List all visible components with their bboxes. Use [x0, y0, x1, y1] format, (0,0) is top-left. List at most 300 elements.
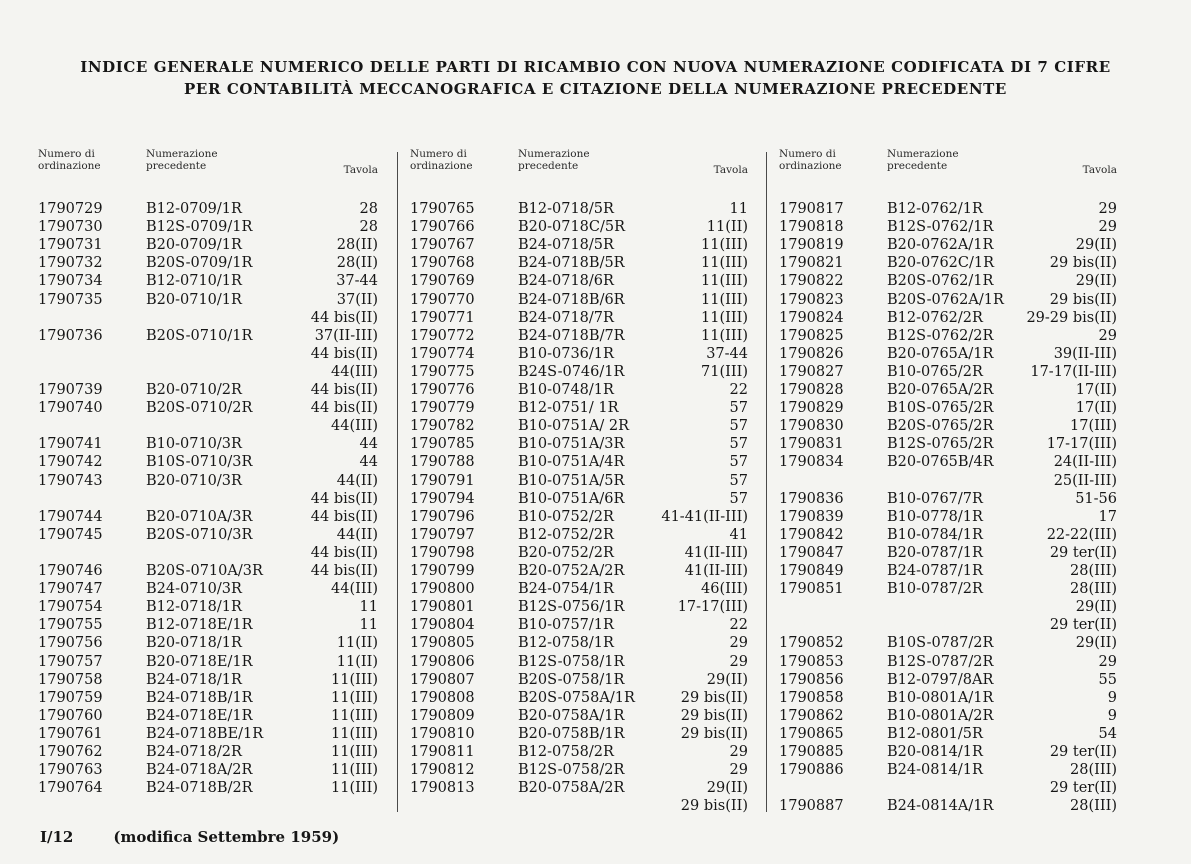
previous-number: B24-0814A/1R [887, 798, 994, 815]
tavola-ref: 17 [1098, 508, 1117, 525]
previous-number: B12-0752/2R [518, 526, 614, 543]
previous-number: B10S-0787/2R [887, 635, 994, 652]
tavola-ref: 29 [729, 762, 748, 779]
page-footer [40, 828, 339, 846]
previous-number: B10-0801A/1R [887, 689, 994, 706]
tavola-ref: 17(II) [1075, 382, 1117, 398]
tavola-ref: 29 [729, 635, 748, 652]
order-number: 1790818 [779, 219, 844, 236]
order-number: 1790853 [779, 653, 844, 670]
previous-number: B10-0751A/4R [518, 454, 625, 471]
table-row [779, 689, 1117, 707]
tavola-ref: 11(III) [701, 309, 748, 326]
tavola-ref: 29 [729, 744, 748, 760]
tavola-ref: 11(III) [331, 762, 378, 779]
table-row [38, 218, 378, 236]
tavola-ref: 57 [729, 454, 748, 471]
order-number: 1790731 [38, 237, 103, 254]
table-row [779, 399, 1117, 417]
order-number: 1790856 [779, 671, 844, 688]
previous-number: B20S-0758/1R [518, 671, 625, 688]
tavola-ref: 29(II) [1075, 237, 1117, 254]
table-row [779, 435, 1117, 453]
tavola-ref: 44(III) [331, 581, 378, 598]
table-row [410, 490, 748, 508]
table-row [38, 399, 378, 417]
order-number: 1790739 [38, 382, 103, 398]
tavola-ref: 41 [729, 526, 748, 543]
table-row [38, 689, 378, 707]
tavola-ref: 22 [729, 382, 748, 398]
table-row [410, 218, 748, 236]
previous-number: B20S-0765/2R [887, 418, 994, 435]
tavola-ref: 29 ter(II) [1049, 780, 1117, 797]
table-row [38, 291, 378, 309]
order-number: 1790740 [38, 400, 103, 417]
tavola-ref: 11 [359, 617, 378, 634]
previous-number: B24-0718/6R [518, 273, 614, 290]
table-row [410, 327, 748, 345]
table-row [410, 634, 748, 652]
previous-number: B12-0801/5R [887, 725, 983, 742]
previous-number: B24-0754/1R [518, 581, 614, 598]
tavola-ref: 39(II-III) [1053, 345, 1117, 362]
previous-number: B12-0718/5R [518, 201, 614, 217]
previous-number: B24-0787/1R [887, 563, 983, 579]
order-number: 1790756 [38, 635, 103, 652]
table-row [410, 544, 748, 562]
previous-number: B24-0718/1R [146, 671, 242, 688]
table-row [38, 272, 378, 290]
table-row [410, 689, 748, 707]
previous-number: B10-0778/1R [887, 508, 983, 525]
order-number: 1790819 [779, 237, 844, 254]
tavola-ref: 44 bis(II) [310, 563, 378, 579]
table-row [779, 526, 1117, 544]
previous-number: B24-0718B/5R [518, 255, 625, 272]
previous-number: B20-0710A/3R [146, 508, 253, 525]
previous-number: B20S-0762/1R [887, 273, 994, 290]
order-number: 1790760 [38, 707, 103, 724]
table-row [779, 453, 1117, 471]
previous-number: B20-0718C/5R [518, 219, 626, 236]
tavola-ref: 11(III) [331, 671, 378, 688]
table-row [38, 707, 378, 725]
tavola-ref: 44 bis(II) [310, 400, 378, 417]
table-row [410, 707, 748, 725]
order-number: 1790747 [38, 581, 103, 598]
previous-number: B20S-0758A/1R [518, 689, 635, 706]
table-row [38, 435, 378, 453]
tavola-ref: 41(II-III) [684, 563, 748, 579]
tavola-ref: 57 [729, 472, 748, 489]
tavola-ref: 28(II) [336, 237, 378, 254]
tavola-ref: 17-17(II-III) [1030, 363, 1117, 380]
table-row [410, 363, 748, 381]
order-number: 1790796 [410, 508, 475, 525]
table-row [779, 725, 1117, 743]
table-row [410, 671, 748, 689]
previous-number: B20-0710/2R [146, 382, 242, 398]
previous-number: B12-0762/1R [887, 201, 983, 217]
table-row [38, 508, 378, 526]
tavola-ref: 44 [359, 436, 378, 453]
tavola-ref: 37(II-III) [314, 327, 378, 344]
table-row [38, 381, 378, 399]
tavola-ref: 29 [1098, 327, 1117, 344]
tavola-ref: 51-56 [1075, 490, 1117, 507]
table-row [779, 580, 1117, 598]
tavola-ref: 11(II) [706, 219, 748, 236]
order-number: 1790800 [410, 581, 475, 598]
order-number: 1790824 [779, 309, 844, 326]
order-number: 1790754 [38, 599, 103, 616]
order-number: 1790772 [410, 327, 475, 344]
table-row [38, 743, 378, 761]
previous-number: B10S-0765/2R [887, 400, 994, 417]
tavola-ref: 17(II) [1075, 400, 1117, 417]
table-row [779, 218, 1117, 236]
order-number: 1790817 [779, 201, 844, 217]
table-row [38, 526, 378, 544]
table-row [410, 761, 748, 779]
previous-number: B20-0709/1R [146, 237, 242, 254]
page-title-line2: PER CONTABILITÀ MECCANOGRAFICA E CITAZIONE DELLA NUMERAZIONE PRECEDENTE [184, 80, 1007, 98]
table-row [779, 472, 1117, 490]
column-divider-1 [397, 152, 398, 812]
tavola-ref: 29 [1098, 219, 1117, 236]
order-number: 1790774 [410, 345, 475, 362]
previous-number: B20-0765A/2R [887, 382, 994, 398]
previous-number: B12S-0762/1R [887, 219, 994, 236]
order-number: 1790807 [410, 671, 475, 688]
order-number: 1790852 [779, 635, 844, 652]
tavola-ref: 29 [1098, 653, 1117, 670]
tavola-ref: 17-17(III) [677, 599, 748, 616]
tavola-ref: 29 bis(II) [680, 798, 748, 815]
table-row [38, 671, 378, 689]
table-row [410, 616, 748, 634]
previous-number: B20S-0710/3R [146, 526, 253, 543]
order-number: 1790821 [779, 255, 844, 272]
previous-number: B20S-0710/1R [146, 327, 253, 344]
tavola-ref: 25(II-III) [1053, 472, 1117, 489]
tavola-ref: 44 bis(II) [310, 309, 378, 326]
previous-number: B12-0751/ 1R [518, 400, 619, 417]
previous-number: B12-0758/1R [518, 635, 614, 652]
previous-number: B12S-0756/1R [518, 599, 625, 616]
previous-number: B20-0752A/2R [518, 563, 625, 579]
previous-number: B12S-0762/2R [887, 327, 994, 344]
order-number: 1790768 [410, 255, 475, 272]
order-number: 1790761 [38, 725, 103, 742]
previous-number: B12-0718E/1R [146, 617, 253, 634]
table-row [410, 508, 748, 526]
table-row [779, 490, 1117, 508]
table-row [38, 254, 378, 272]
tavola-ref: 44 bis(II) [310, 382, 378, 398]
previous-number: B12-0709/1R [146, 201, 242, 217]
table-row [779, 254, 1117, 272]
previous-number: B12S-0758/1R [518, 653, 625, 670]
header-numero: Numero di ordinazione [779, 148, 842, 172]
order-number: 1790770 [410, 291, 475, 308]
table-row [779, 671, 1117, 689]
previous-number: B10-0767/7R [887, 490, 983, 507]
order-number: 1790794 [410, 490, 475, 507]
tavola-ref: 44 bis(II) [310, 345, 378, 362]
order-number: 1790831 [779, 436, 844, 453]
tavola-ref: 9 [1107, 689, 1117, 706]
table-row [779, 562, 1117, 580]
order-number: 1790734 [38, 273, 103, 290]
table-row [38, 490, 378, 508]
tavola-ref: 11(III) [331, 744, 378, 760]
order-number: 1790858 [779, 689, 844, 706]
previous-number: B10-0748/1R [518, 382, 614, 398]
tavola-ref: 11(III) [331, 725, 378, 742]
order-number: 1790851 [779, 581, 844, 598]
table-row [779, 381, 1117, 399]
order-number: 1790823 [779, 291, 844, 308]
header-numerazione: Numerazione precedente [887, 148, 959, 172]
tavola-ref: 54 [1098, 725, 1117, 742]
table-row [779, 707, 1117, 725]
table-row [38, 309, 378, 327]
previous-number: B12-0718/1R [146, 599, 242, 616]
table-row [779, 309, 1117, 327]
tavola-ref: 11(III) [331, 707, 378, 724]
order-number: 1790830 [779, 418, 844, 435]
order-number: 1790732 [38, 255, 103, 272]
tavola-ref: 28(III) [1070, 563, 1117, 579]
order-number: 1790806 [410, 653, 475, 670]
order-number: 1790746 [38, 563, 103, 579]
table-row [38, 453, 378, 471]
order-number: 1790735 [38, 291, 103, 308]
table-row [410, 200, 748, 218]
tavola-ref: 28(III) [1070, 798, 1117, 815]
table-row [38, 562, 378, 580]
header-numero: Numero di ordinazione [410, 148, 473, 172]
tavola-ref: 29(II) [1075, 273, 1117, 290]
table-row [779, 200, 1117, 218]
table-row [410, 598, 748, 616]
tavola-ref: 44(III) [331, 418, 378, 435]
previous-number: B20-0718/1R [146, 635, 242, 652]
previous-number: B20-0765B/4R [887, 454, 994, 471]
tavola-ref: 29(II) [706, 780, 748, 797]
order-number: 1790755 [38, 617, 103, 634]
order-number: 1790744 [38, 508, 103, 525]
tavola-ref: 11(III) [701, 273, 748, 290]
tavola-ref: 46(III) [701, 581, 748, 598]
order-number: 1790762 [38, 744, 103, 760]
previous-number: B10-0757/1R [518, 617, 614, 634]
previous-number: B10-0710/3R [146, 436, 242, 453]
order-number: 1790809 [410, 707, 475, 724]
previous-number: B20-0752/2R [518, 544, 614, 561]
order-number: 1790811 [410, 744, 475, 760]
previous-number: B20-0765A/1R [887, 345, 994, 362]
tavola-ref: 57 [729, 490, 748, 507]
table-row [410, 472, 748, 490]
order-number: 1790791 [410, 472, 475, 489]
previous-number: B12-0762/2R [887, 309, 983, 326]
order-number: 1790767 [410, 237, 475, 254]
tavola-ref: 29(II) [706, 671, 748, 688]
order-number: 1790729 [38, 201, 103, 217]
order-number: 1790797 [410, 526, 475, 543]
order-number: 1790804 [410, 617, 475, 634]
tavola-ref: 57 [729, 418, 748, 435]
revision-note: (modifica Settembre 1959) [113, 828, 340, 846]
previous-number: B10-0752/2R [518, 508, 614, 525]
tavola-ref: 37-44 [336, 273, 378, 290]
tavola-ref: 29 [729, 653, 748, 670]
table-row [38, 363, 378, 381]
order-number: 1790825 [779, 327, 844, 344]
table-row [38, 779, 378, 797]
order-number: 1790886 [779, 762, 844, 779]
tavola-ref: 24(II-III) [1053, 454, 1117, 471]
table-row [779, 797, 1117, 815]
previous-number: B12-0758/2R [518, 744, 614, 760]
table-row [38, 725, 378, 743]
column-divider-2 [766, 152, 767, 812]
order-number: 1790801 [410, 599, 475, 616]
tavola-ref: 29 bis(II) [680, 689, 748, 706]
tavola-ref: 41-41(II-III) [661, 508, 748, 525]
order-number: 1790771 [410, 309, 475, 326]
previous-number: B10-0787/2R [887, 581, 983, 598]
previous-number: B10-0751A/6R [518, 490, 625, 507]
table-row [410, 309, 748, 327]
previous-number: B20-0787/1R [887, 544, 983, 561]
table-row [38, 634, 378, 652]
previous-number: B24-0718BE/1R [146, 725, 264, 742]
previous-number: B24S-0746/1R [518, 363, 625, 380]
tavola-ref: 9 [1107, 707, 1117, 724]
tavola-ref: 28(II) [336, 255, 378, 272]
tavola-ref: 29 bis(II) [680, 707, 748, 724]
order-number: 1790730 [38, 219, 103, 236]
header-tavola: Tavola [1082, 164, 1117, 176]
tavola-ref: 44 [359, 454, 378, 471]
order-number: 1790887 [779, 798, 844, 815]
tavola-ref: 28 [359, 201, 378, 217]
order-number: 1790775 [410, 363, 475, 380]
previous-number: B20-0758A/2R [518, 780, 625, 797]
tavola-ref: 11 [359, 599, 378, 616]
table-row [38, 472, 378, 490]
previous-number: B20S-0709/1R [146, 255, 253, 272]
table-row [38, 761, 378, 779]
order-number: 1790842 [779, 526, 844, 543]
table-row [410, 653, 748, 671]
table-row [410, 526, 748, 544]
order-number: 1790847 [779, 544, 844, 561]
tavola-ref: 29 ter(II) [1049, 544, 1117, 561]
tavola-ref: 11(III) [701, 255, 748, 272]
table-row [779, 272, 1117, 290]
previous-number: B12S-0709/1R [146, 219, 253, 236]
previous-number: B20S-0762A/1R [887, 291, 1004, 308]
order-number: 1790757 [38, 653, 103, 670]
previous-number: B20-0710/1R [146, 291, 242, 308]
table-row [410, 435, 748, 453]
previous-number: B24-0814/1R [887, 762, 983, 779]
table-row [410, 236, 748, 254]
tavola-ref: 11 [729, 201, 748, 217]
previous-number: B10-0765/2R [887, 363, 983, 380]
table-row [38, 616, 378, 634]
table-row [779, 345, 1117, 363]
tavola-ref: 44(III) [331, 363, 378, 380]
order-number: 1790885 [779, 744, 844, 760]
table-row [779, 653, 1117, 671]
order-number: 1790836 [779, 490, 844, 507]
tavola-ref: 29 bis(II) [680, 725, 748, 742]
table-row [410, 381, 748, 399]
tavola-ref: 17-17(III) [1046, 436, 1117, 453]
table-row [779, 779, 1117, 797]
order-number: 1790799 [410, 563, 475, 579]
table-row [410, 580, 748, 598]
tavola-ref: 44 bis(II) [310, 490, 378, 507]
previous-number: B24-0718/5R [518, 237, 614, 254]
order-number: 1790765 [410, 201, 475, 217]
previous-number: B24-0718B/2R [146, 780, 253, 797]
order-number: 1790798 [410, 544, 475, 561]
previous-number: B24-0718/2R [146, 744, 242, 760]
tavola-ref: 29 bis(II) [1049, 255, 1117, 272]
order-number: 1790808 [410, 689, 475, 706]
table-row [779, 291, 1117, 309]
tavola-ref: 41(II-III) [684, 544, 748, 561]
table-row [779, 508, 1117, 526]
previous-number: B12-0797/8AR [887, 671, 994, 688]
tavola-ref: 55 [1098, 671, 1117, 688]
tavola-ref: 11(III) [331, 780, 378, 797]
previous-number: B20-0762C/1R [887, 255, 995, 272]
table-row [410, 562, 748, 580]
table-row [779, 761, 1117, 779]
tavola-ref: 29 ter(II) [1049, 617, 1117, 634]
order-number: 1790763 [38, 762, 103, 779]
order-number: 1790813 [410, 780, 475, 797]
tavola-ref: 28(III) [1070, 581, 1117, 598]
previous-number: B24-0710/3R [146, 581, 242, 598]
table-row [38, 653, 378, 671]
order-number: 1790742 [38, 454, 103, 471]
previous-number: B10-0736/1R [518, 345, 614, 362]
table-row [410, 743, 748, 761]
order-number: 1790865 [779, 725, 844, 742]
table-row [410, 417, 748, 435]
tavola-ref: 11(III) [701, 237, 748, 254]
previous-number: B24-0718A/2R [146, 762, 253, 779]
previous-number: B12S-0758/2R [518, 762, 625, 779]
order-number: 1790782 [410, 418, 475, 435]
tavola-ref: 17(III) [1070, 418, 1117, 435]
order-number: 1790822 [779, 273, 844, 290]
table-row [779, 363, 1117, 381]
order-number: 1790812 [410, 762, 475, 779]
table-row [779, 236, 1117, 254]
tavola-ref: 29-29 bis(II) [1026, 309, 1117, 326]
order-number: 1790741 [38, 436, 103, 453]
